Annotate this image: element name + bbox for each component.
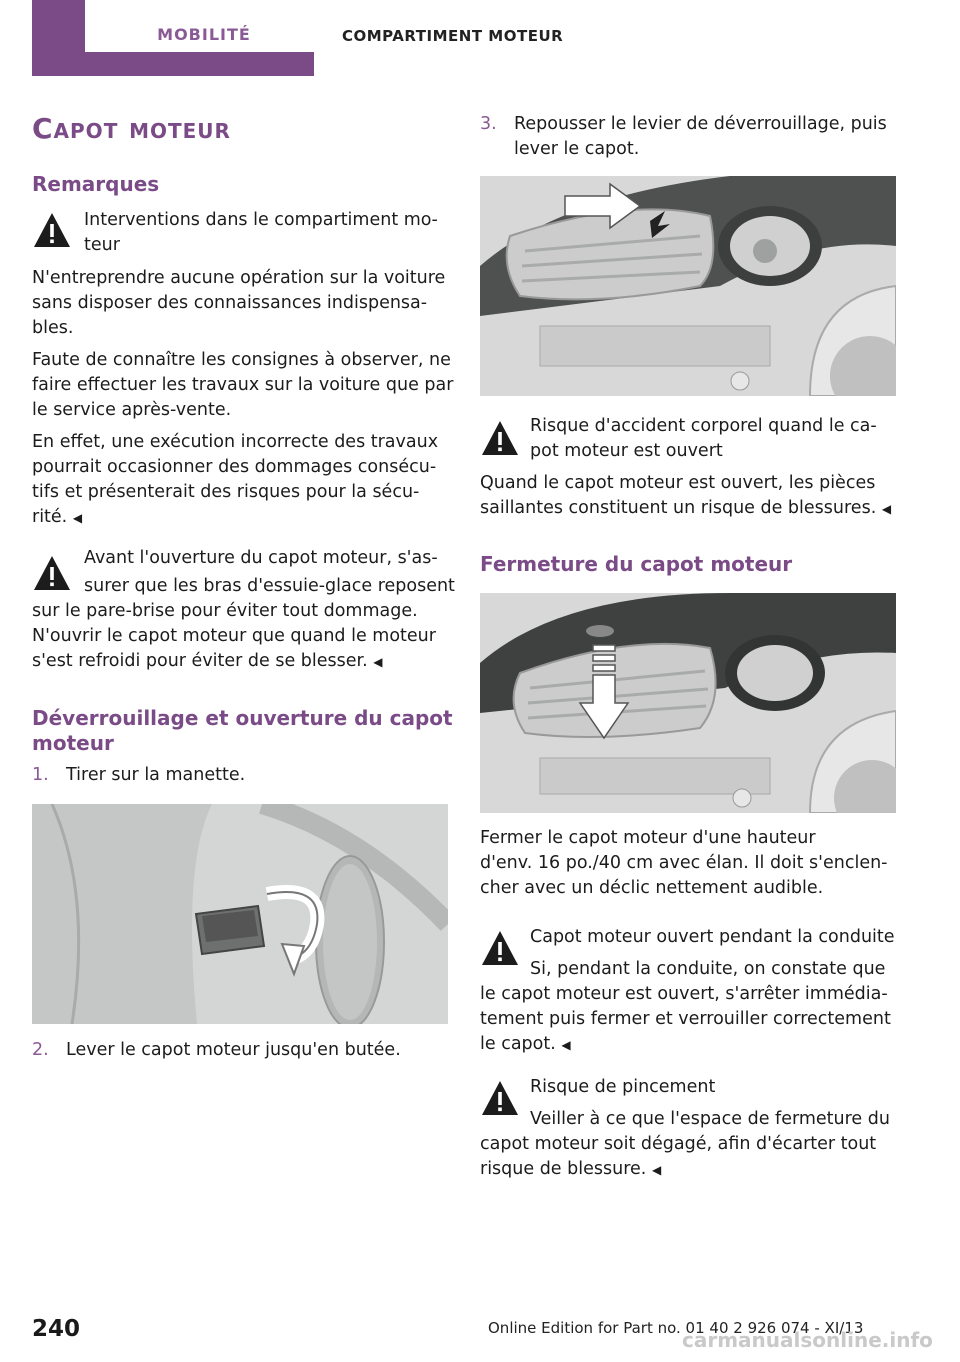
release-lever-image (32, 804, 448, 1024)
warning-5-line: risque de blessure. (480, 1159, 647, 1179)
close-body-line: cher avec un déclic nettement audible. (480, 878, 824, 898)
end-marker-icon: ◀ (881, 502, 892, 516)
end-marker-icon: ◀ (651, 1163, 662, 1177)
warning-triangle-icon (480, 928, 520, 968)
section-tab-bar (32, 0, 314, 76)
unlock-heading-line-1: Déverrouillage et ouverture du capot (32, 706, 453, 730)
close-body-line: d'env. 16 po./40 cm avec élan. Il doit s'enclen‐ (480, 853, 888, 873)
warning-1-body-line: rité. (32, 507, 68, 527)
warning-5-title: Risque de pincement (530, 1077, 716, 1097)
remarks-heading: Remarques (32, 172, 160, 196)
page-title: Capot moteur (32, 112, 231, 145)
warning-1-body-line: Faute de connaître les consignes à observer, ne (32, 350, 451, 370)
warning-1-body-line: tifs et présenterait des risques pour la sécu‐ (32, 482, 420, 502)
warning-1-body-line: le service après-vente. (32, 400, 232, 420)
watermark: carmanualsonline.info (682, 1328, 933, 1352)
warning-4-line: le capot moteur est ouvert, s'arrêter immédia‐ (480, 984, 888, 1004)
warning-3-body-line-1: Quand le capot moteur est ouvert, les pièces (480, 473, 876, 493)
warning-1-body-line: bles. (32, 318, 74, 338)
warning-2-line: surer que les bras d'essuie-glace reposent (84, 576, 455, 596)
warning-1-body-line: sans disposer des connaissances indispensa‐ (32, 293, 428, 313)
step-3-line-2: lever le capot. (514, 139, 640, 159)
section-tab[interactable]: MOBILITÉ (85, 0, 323, 52)
step-1-number: 1. (32, 765, 49, 785)
warning-4-title: Capot moteur ouvert pendant la conduite (530, 927, 895, 947)
breadcrumb: COMPARTIMENT MOTEUR (342, 27, 564, 45)
warning-triangle-icon (480, 418, 520, 458)
warning-2-line: Avant l'ouverture du capot moteur, s'as‐ (84, 548, 438, 568)
step-3-number: 3. (480, 114, 497, 134)
warning-1-body-line: N'entreprendre aucune opération sur la voiture (32, 268, 446, 288)
end-marker-icon: ◀ (72, 511, 83, 525)
end-marker-icon: ◀ (561, 1038, 571, 1052)
warning-1-body-line: En effet, une exécution incorrecte des travaux (32, 432, 439, 452)
warning-4-line: tement puis fermer et verrouiller correctement (480, 1009, 891, 1029)
warning-3-title-line-1: Risque d'accident corporel quand le ca‐ (530, 416, 877, 436)
page-number: 240 (32, 1316, 81, 1342)
warning-3-title-line-2: pot moteur est ouvert (530, 441, 723, 461)
warning-5-line: capot moteur soit dégagé, afin d'écarter tout (480, 1134, 877, 1154)
warning-4-line: Si, pendant la conduite, on constate que (530, 959, 886, 979)
warning-2-line: sur le pare-brise pour éviter tout dommage. (32, 601, 418, 621)
warning-1-body-line: faire effectuer les travaux sur la voiture que par (32, 375, 454, 395)
step-1-text: Tirer sur la manette. (66, 765, 246, 785)
warning-3-body-line-2: saillantes constituent un risque de blessures. (480, 498, 877, 518)
warning-triangle-icon (480, 1078, 520, 1118)
step-2-text: Lever le capot moteur jusqu'en butée. (66, 1040, 401, 1060)
hood-release-image (480, 176, 896, 396)
end-marker-icon: ◀ (373, 655, 383, 669)
warning-4-line: le capot. (480, 1034, 556, 1054)
warning-1-title-line-2: teur (84, 235, 120, 255)
unlock-heading-line-2: moteur (32, 731, 114, 755)
edition-note: Online Edition for Part no. 01 40 2 926 074 - XI/13 (488, 1319, 864, 1337)
warning-triangle-icon (32, 553, 72, 593)
warning-5-line: Veiller à ce que l'espace de fermeture du (530, 1109, 890, 1129)
step-3-line-1: Repousser le levier de déverrouillage, puis (514, 114, 887, 134)
step-2-number: 2. (32, 1040, 49, 1060)
warning-1-body-line: pourrait occasionner des dommages consécu‐ (32, 457, 437, 477)
warning-2-line: s'est refroidi pour éviter de se blesser. (32, 651, 368, 671)
hood-close-image (480, 593, 896, 813)
close-heading: Fermeture du capot moteur (480, 552, 793, 576)
close-body-line: Fermer le capot moteur d'une hauteur (480, 828, 816, 848)
warning-1-title-line-1: Interventions dans le compartiment mo‐ (84, 210, 438, 230)
warning-2-line: N'ouvrir le capot moteur que quand le moteur (32, 626, 436, 646)
warning-triangle-icon (32, 210, 72, 250)
